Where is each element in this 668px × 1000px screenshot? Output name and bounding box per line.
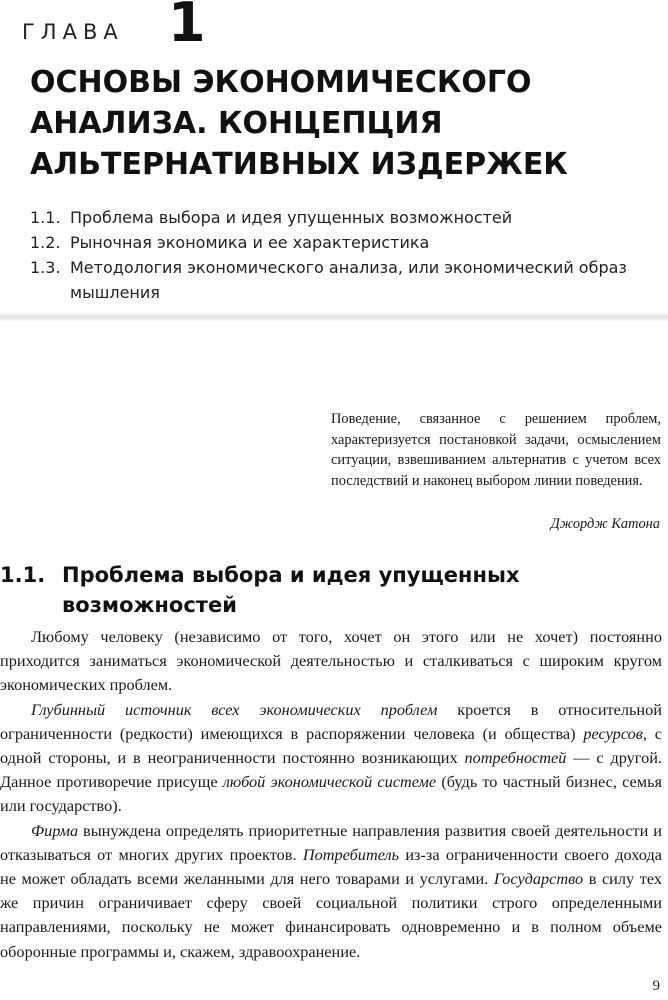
chapter-title-line: ОСНОВЫ ЭКОНОМИЧЕСКОГО [30, 65, 532, 100]
text-run: вынуждена определять приоритетные направления развития своей деятельности и отказываться от многих других проектов. [0, 820, 662, 864]
body-paragraph [0, 698, 662, 819]
text-run: из-за ограниченности своего дохода не может обладать всеми желанными для него товарами и услугами. [0, 844, 662, 889]
toc-item[interactable] [30, 230, 650, 255]
toc-item-number: 1.2. [30, 233, 61, 252]
chapter-label: ГЛАВА [22, 20, 124, 44]
table-of-contents [30, 205, 650, 305]
body-paragraph [0, 819, 662, 964]
chapter-number: 1 [168, 0, 206, 54]
text-run: кроется в относительной ограниченности (редкости) имеющихся в распоряжении человека (и общества) [0, 699, 662, 743]
toc-item[interactable] [30, 205, 650, 230]
toc-item[interactable] [30, 255, 650, 305]
body-paragraph [0, 625, 662, 698]
section-title: Проблема выбора и идея упущенных возможностей [62, 563, 520, 617]
section-number: 1.1. [0, 563, 46, 587]
page-number: 9 [652, 978, 660, 994]
italic-term: потребностей [464, 748, 567, 768]
italic-term: ресурсов [583, 723, 643, 743]
chapter-title-line: АНАЛИЗА. КОНЦЕПЦИЯ [30, 106, 443, 141]
italic-term: Фирма [31, 820, 79, 840]
italic-term: Потребитель [302, 844, 400, 864]
text-run: — с другой. Данное противоречие присуще [0, 748, 662, 792]
toc-item-text: Методология экономического анализа, или экономический образ мышления [70, 258, 627, 302]
body-text [0, 625, 662, 964]
scan-divider-shadow [0, 312, 668, 322]
toc-item-number: 1.3. [30, 258, 61, 277]
toc-item-text: Проблема выбора и идея упущенных возможностей [70, 208, 513, 227]
text-run: Любому человеку (независимо от того, хочет он этого или не хочет) постоянно приходится заниматься экономической деятельностью и сталкиваться с широким кругом экономических проблем. [0, 627, 662, 695]
epigraph-author: Джордж Катона [550, 516, 660, 532]
chapter-title [30, 62, 630, 185]
toc-item-number: 1.1. [30, 208, 61, 227]
italic-term: Государство [493, 869, 584, 889]
toc-item-text: Рыночная экономика и ее характеристика [70, 233, 430, 252]
text-run: , с одной стороны, и в неограниченности постоянно возникающих [0, 723, 662, 768]
text-run: (будь то частный бизнес, семья или государство). [0, 772, 662, 816]
epigraph-text: Поведение, связанное с решением проблем, характеризуется постановкой задачи, осмыслением ситуации, взвешиванием альтернатив с учетом всех последствий и наконец выбором линии поведения. [331, 411, 661, 489]
chapter-title-line: АЛЬТЕРНАТИВНЫХ ИЗДЕРЖЕК [30, 147, 568, 182]
text-run: в силу тех же причин ограничивает сферу своей социальной политики строго определенными направлениями, поскольку не может финансировать одновременно и в полном объеме оборонные программы и, скажем, здравоохранение. [0, 869, 662, 961]
italic-term: Глубинный источник всех экономических проблем [31, 699, 438, 719]
italic-term: любой экономической системе [222, 772, 437, 792]
